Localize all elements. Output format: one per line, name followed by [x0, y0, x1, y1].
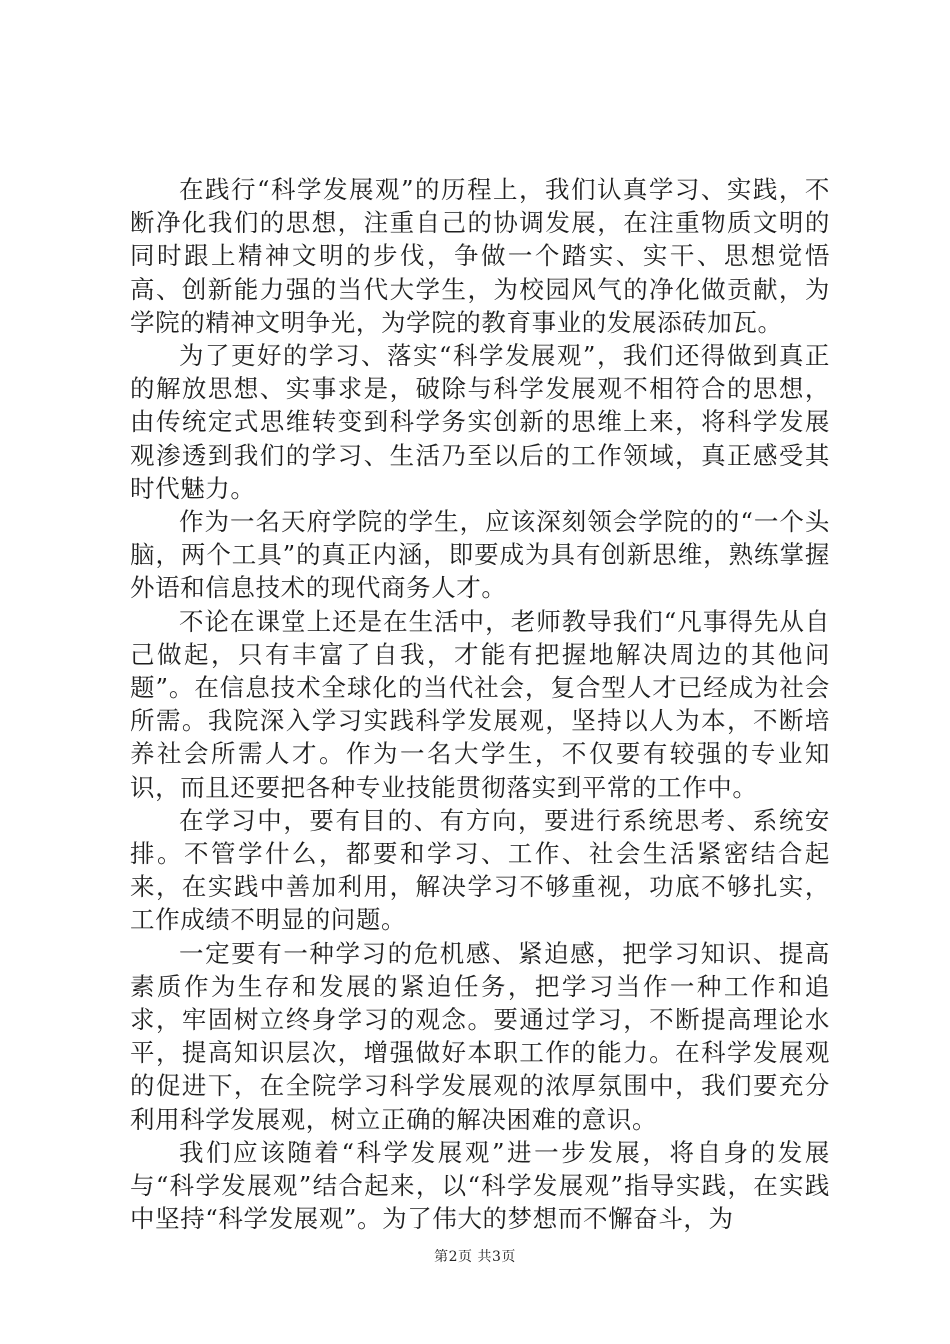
- paragraph-3: 作为一名天府学院的学生，应该深刻领会学院的的“一个头脑，两个工具”的真正内涵，即要成为具有创新思维，熟练掌握外语和信息技术的现代商务人才。: [130, 507, 830, 603]
- paragraph-4: 不论在课堂上还是在生活中，老师教导我们“凡事得先从自己做起，只有丰富了自我，才能有把握地解决周边的其他问题”。在信息技术全球化的当代社会，复合型人才已经成为社会所需。我院深入学习实践科学发展观，坚持以人为本，不断培养社会所需人才。作为一名大学生，不仅要有较强的专业知识，而且还要把各种专业技能贯彻落实到平常的工作中。: [130, 606, 830, 802]
- paragraph-6: 一定要有一种学习的危机感、紧迫感，把学习知识、提高素质作为生存和发展的紧迫任务，把学习当作一种工作和追求，牢固树立终身学习的观念。要通过学习，不断提高理论水平，提高知识层次，增强做好本职工作的能力。在科学发展观的促进下，在全院学习科学发展观的浓厚氛围中，我们要充分利用科学发展观，树立正确的解决困难的意识。: [130, 938, 830, 1134]
- paragraph-2: 为了更好的学习、落实“科学发展观”，我们还得做到真正的解放思想、实事求是，破除与科学发展观不相符合的思想，由传统定式思维转变到科学务实创新的思维上来，将科学发展观渗透到我们的学习、生活乃至以后的工作领域，真正感受其时代魅力。: [130, 341, 830, 503]
- page-footer: 第2页 共3页: [434, 1249, 516, 1265]
- paragraph-1: 在践行“科学发展观”的历程上，我们认真学习、实践，不断净化我们的思想，注重自己的协调发展，在注重物质文明的同时跟上精神文明的步伐，争做一个踏实、实干、思想觉悟高、创新能力强的当代大学生，为校园风气的净化做贡献，为学院的精神文明争光，为学院的教育事业的发展添砖加瓦。: [130, 175, 830, 337]
- paragraph-7: 我们应该随着“科学发展观”进一步发展，将自身的发展与“科学发展观”结合起来，以“科学发展观”指导实践，在实践中坚持“科学发展观”。为了伟大的梦想而不懈奋斗，为: [130, 1137, 830, 1234]
- paragraph-5: 在学习中，要有目的、有方向，要进行系统思考、系统安排。不管学什么，都要和学习、工作、社会生活紧密结合起来，在实践中善加利用，解决学习不够重视，功底不够扎实，工作成绩不明显的问题。: [130, 805, 830, 935]
- document-body: [130, 173, 830, 1236]
